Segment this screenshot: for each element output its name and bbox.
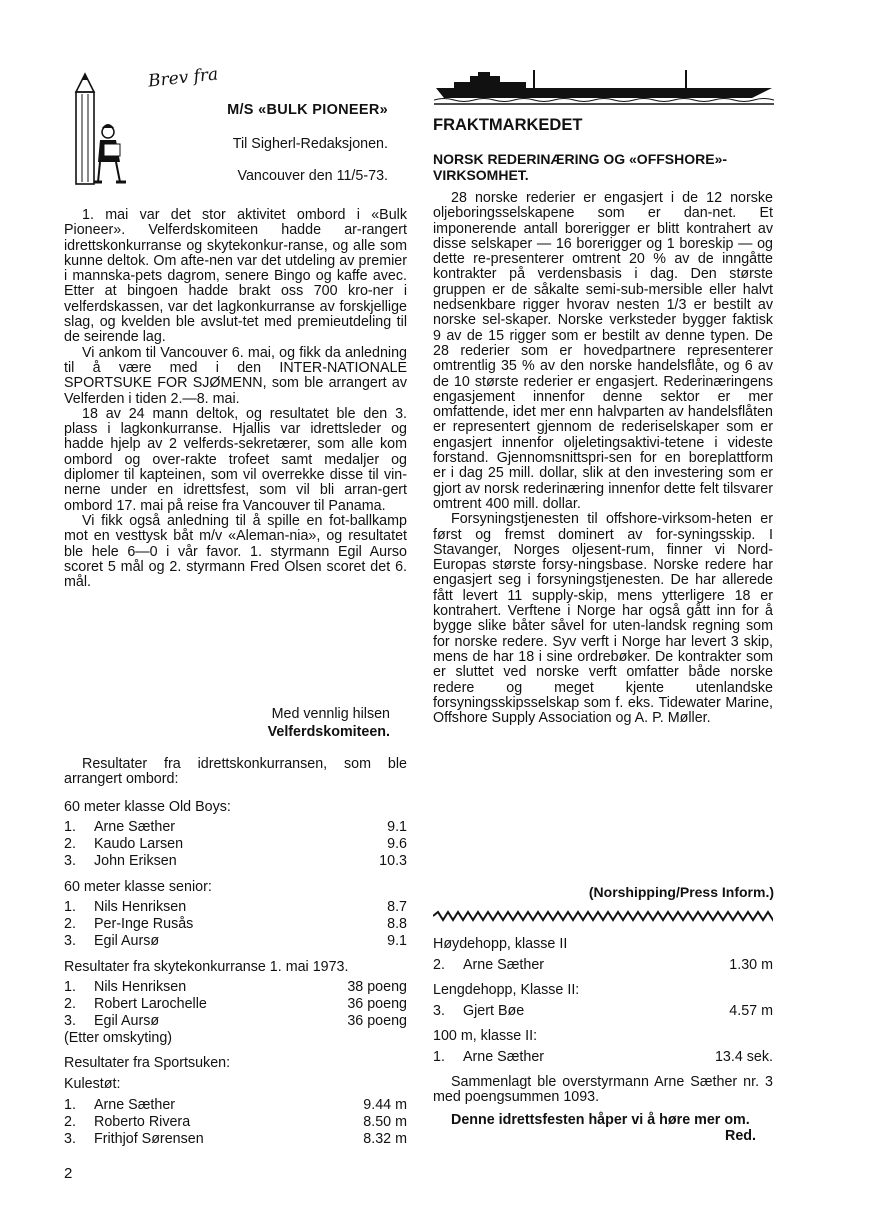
result-value: 9.1 — [387, 933, 407, 949]
wavy-divider — [433, 910, 773, 922]
results-intro: Resultater fra idrettskonkurransen, som ble arrangert ombord: — [64, 756, 407, 788]
result-value: 8.32 m — [363, 1131, 407, 1147]
result-row — [64, 1131, 407, 1148]
result-name: Egil Aursø — [94, 933, 160, 949]
letter-paragraph: 18 av 24 mann deltok, og resultatet ble den 3. plass i lagkonkurranse. Hjallis var idrettsleder og hadde hjelp av 2 velferds-sekretærer, som alle kom ombord og over-rakte trofeet samt medaljer og diplomer til kapteinen, som vil overrekke disse til vin-nerne under en idrettsfest, som vil bli arran-gert ombord 17. mai på reise fra Vancouver til Panama. — [64, 405, 407, 514]
result-value: 36 poeng — [347, 996, 407, 1012]
results-subheading: Kulestøt: — [64, 1076, 121, 1092]
signoff-signature: Velferdskomiteen. — [267, 724, 390, 740]
result-name: Nils Henriksen — [94, 979, 187, 995]
handwritten-brev-fra: Brev fra — [147, 64, 220, 92]
result-name: Arne Sæther — [94, 1097, 176, 1113]
result-row — [64, 916, 407, 933]
result-row — [64, 996, 407, 1013]
section-title: FRAKTMARKEDET — [433, 116, 583, 134]
article-paragraph: 28 norske rederier er engasjert i de 12 norske oljeboringsselskapene som er dan-net. Et imponerende antall borerigger er blitt kontrahert av disse selskaper — 16 borerigger og 1 boreskip — og dette re-presenterer omtrent 20 % av de inngåtte kontrakter på verdensbasis i dag. Den største gruppen er de såkalte semi-sub-mersible eller halvt nedsenkbare rigger hvorav nesten 1/3 er bestilt av norske sel-skaper. Norske verksteder bygger faktisk 9 av de 15 rigger som er bestilt av denne typen. De 28 rederier som er hovedpartnere representerer omtrentlig 35 % av den norske handelsflåte, og 6 av de 10 største rederier er engasjert. Rederinæringens engasjement innenfor denne sektor er mer omfattende, idet mer enn halvparten av handelsflåten er representert gjennom de rederiselskaper som er engasjert innenfor oljeletingsaktivi-tetene i videste forstand. Gjennomsnittspri-sen for en boreplattform er i dag 25 mill. dollar, slik at den investering som er gjort av norsk rederinæring innenfor dette felt tilsvarer omtrent 400 mill. dollar. — [433, 190, 773, 512]
result-position: 1. — [64, 1097, 76, 1113]
signoff-greeting: Med vennlig hilsen — [271, 706, 390, 722]
result-row — [64, 1097, 407, 1114]
result-value: 13.4 sek. — [714, 1049, 773, 1065]
result-row — [64, 1114, 407, 1131]
result-value: 36 poeng — [347, 1013, 407, 1029]
result-position: 2. — [433, 957, 445, 973]
result-value: 38 poeng — [347, 979, 407, 995]
result-name: Roberto Rivera — [94, 1114, 191, 1130]
result-value: 8.50 m — [363, 1114, 407, 1130]
result-row — [64, 933, 407, 950]
article-paragraph: Forsyningstjenesten til offshore-virksom-heten er først og fremst dominert av for-syningsskip. I Stavanger, Norges oljesent-rum, finner vi Nord-Europas største forsy-ningsbase. Norske redere har engasjert seg i forsyningstjenesten. De har allerede fått levert 11 supply-skip, mens ytterligere 18 er kontrahert. Verftene i Norge har også gått inn for å bygge slike båter såvel for uten-landsk regning som for norske redere. Syv verft i Norge har levert 3 skip, mens de har 18 i sine ordrebøker. De kontrakter som er sluttet ved norske verft omfatter både norske redere og meget kjente utenlandske forsyningsskipsselskap som f. eks. Tidewater Marine, Offshore Supply Association og A. P. Møller. — [433, 511, 773, 727]
results-heading: Resultater fra Sportsuken: — [64, 1055, 231, 1071]
result-position: 3. — [64, 933, 76, 949]
results-note: (Etter omskyting) — [64, 1030, 173, 1046]
result-position: 2. — [64, 1114, 76, 1130]
result-name: Egil Aursø — [94, 1013, 160, 1029]
ship-silhouette-icon — [434, 66, 774, 108]
result-value: 10.3 — [379, 853, 407, 869]
results-heading: 100 m, klasse II: — [433, 1028, 538, 1044]
ship-title: M/S «BULK PIONEER» — [227, 102, 388, 118]
page-number: 2 — [64, 1165, 73, 1182]
result-position: 3. — [433, 1003, 445, 1019]
closing-signature: Red. — [725, 1128, 756, 1144]
result-row — [64, 853, 407, 870]
letter-paragraph: Vi fikk også anledning til å spille en fot-ballkamp mot en vesttysk båt m/v «Aleman-nia», og resultatet ble hele 6—0 i vår favor. 1. styrmann Egil Aurso scoret 5 mål og 2. styrmann Fred Olsen scoret det 6. mål. — [64, 512, 407, 591]
result-name: Kaudo Larsen — [94, 836, 184, 852]
results-heading: Lengdehopp, Klasse II: — [433, 982, 580, 998]
result-position: 1. — [433, 1049, 445, 1065]
result-name: Per-Inge Rusås — [94, 916, 194, 932]
result-row — [64, 979, 407, 996]
result-position: 1. — [64, 819, 76, 835]
results-heading: Høydehopp, klasse II — [433, 936, 568, 952]
result-name: Nils Henriksen — [94, 899, 187, 915]
article-source: (Norshipping/Press Inform.) — [588, 884, 774, 900]
result-name: Arne Sæther — [94, 819, 176, 835]
article-body — [433, 191, 773, 726]
result-value: 9.44 m — [363, 1097, 407, 1113]
result-value: 9.1 — [387, 819, 407, 835]
result-value: 9.6 — [387, 836, 407, 852]
summary-text: Sammenlagt ble overstyrmann Arne Sæther nr. 3 med poengsummen 1093. — [433, 1074, 773, 1106]
result-row — [64, 819, 407, 836]
letter-body — [64, 208, 407, 590]
result-value: 1.30 m — [729, 957, 773, 973]
result-position: 3. — [64, 1131, 76, 1147]
result-row — [64, 836, 407, 853]
result-name: John Eriksen — [94, 853, 177, 869]
article-title: NORSK REDERINÆRING OG «OFFSHORE»-VIRKSOMHET. — [433, 151, 728, 183]
result-position: 1. — [64, 979, 76, 995]
result-row — [433, 1003, 773, 1020]
result-value: 8.7 — [387, 899, 407, 915]
result-name: Frithjof Sørensen — [94, 1131, 204, 1147]
result-position: 2. — [64, 836, 76, 852]
result-position: 3. — [64, 853, 76, 869]
results-heading: Resultater fra skytekonkurranse 1. mai 1973. — [64, 959, 349, 975]
result-position: 1. — [64, 899, 76, 915]
result-name: Robert Larochelle — [94, 996, 207, 1012]
result-position: 2. — [64, 916, 76, 932]
recipient-line: Til Sigherl-Redaksjonen. — [232, 136, 388, 152]
result-value: 4.57 m — [729, 1003, 773, 1019]
results-heading: 60 meter klasse Old Boys: — [64, 799, 231, 815]
result-row — [64, 1013, 407, 1030]
pencil-man-illustration — [70, 70, 132, 190]
result-name: Gjert Bøe — [463, 1003, 525, 1019]
letter-paragraph: Vi ankom til Vancouver 6. mai, og fikk da anledning til å være med i den INTER-NATIONALE SPORTSUKE FOR SJØMENN, som ble arrangert av Velferden i tiden 2.—8. mai. — [64, 344, 407, 407]
result-name: Arne Sæther — [463, 1049, 545, 1065]
result-name: Arne Sæther — [463, 957, 545, 973]
result-row — [64, 899, 407, 916]
results-heading: 60 meter klasse senior: — [64, 879, 212, 895]
letter-paragraph: 1. mai var det stor aktivitet ombord i «Bulk Pioneer». Velferdskomiteen hadde ar-rangert idrettskonkurranse og skytekonkur-ranse, og alle som kunne deltok. Om afte-nen var det utdeling av premier i mannska-pets dagrom, senere Bingo og kaffe avec. Etter at bingoen hadde brakt oss 700 kro-ner i velferdskassen, var det lagkonkurranse av forskjellige slag, og kvelden ble avslut-tet med premieutdeling til de seirende lag. — [64, 207, 407, 346]
result-row — [433, 957, 773, 974]
result-position: 2. — [64, 996, 76, 1012]
place-date-line: Vancouver den 11/5-73. — [237, 168, 388, 184]
result-row — [433, 1049, 773, 1066]
result-position: 3. — [64, 1013, 76, 1029]
closing-text: Denne idrettsfesten håper vi å høre mer om. — [451, 1112, 750, 1128]
result-value: 8.8 — [387, 916, 407, 932]
